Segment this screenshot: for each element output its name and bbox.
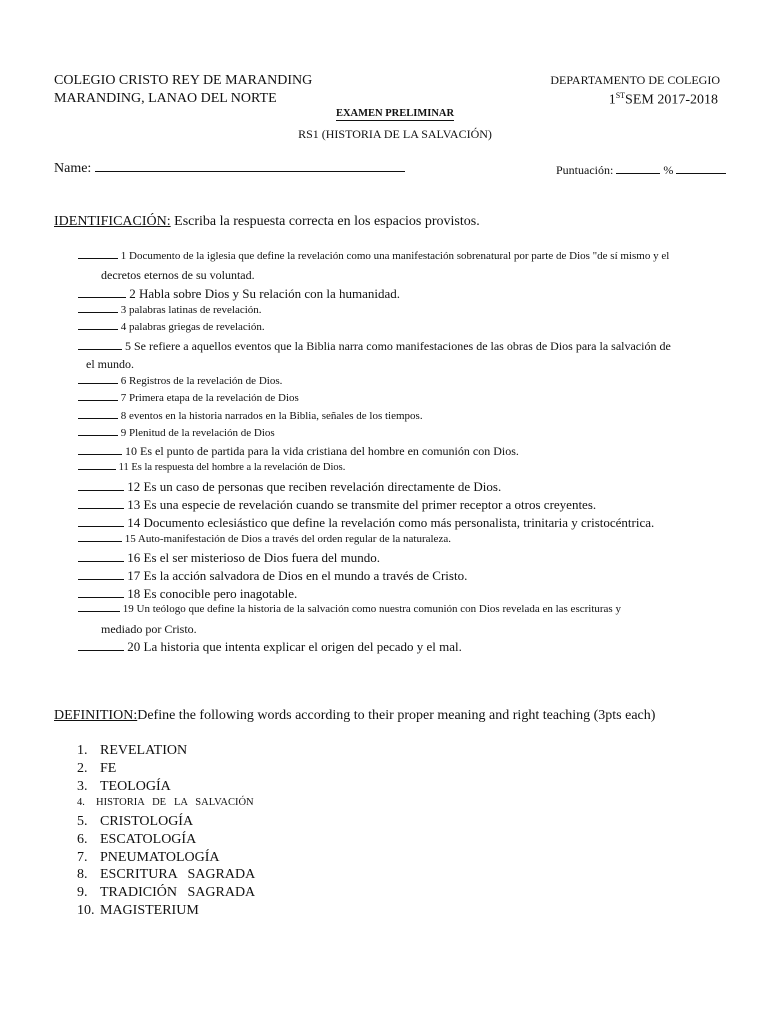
item-text: 17 Es la acción salvadora de Dios en el mundo a través de Cristo. <box>127 568 468 583</box>
percent-blank[interactable] <box>676 172 726 174</box>
answer-blank[interactable] <box>78 434 118 436</box>
answer-blank[interactable] <box>78 578 124 580</box>
school-name: COLEGIO CRISTO REY DE MARANDING <box>54 73 313 88</box>
item-text: 9 Plenitud de la revelación de Dios <box>120 427 275 439</box>
answer-blank[interactable] <box>78 348 122 350</box>
score-blank[interactable] <box>616 172 660 174</box>
list-item <box>77 797 254 808</box>
item-text: 7 Primera etapa de la revelación de Dios <box>120 392 299 404</box>
list-item <box>77 761 116 777</box>
item-text: PNEUMATOLOGÍA <box>100 850 220 865</box>
item-text: ESCATOLOGÍA <box>100 832 197 847</box>
item-text: ESCRITURA SAGRADA <box>100 867 256 882</box>
item-text: REVELATION <box>100 743 188 758</box>
list-item <box>77 885 255 901</box>
item-text: TEOLOGÍA <box>100 779 171 794</box>
semester <box>609 91 718 109</box>
list-item <box>78 444 519 459</box>
list-item <box>78 250 669 262</box>
list-item <box>78 304 262 316</box>
list-item <box>78 568 467 584</box>
list-item <box>78 321 265 333</box>
item-text: 11 Es la respuesta del hombre a la revelación de Dios. <box>118 462 346 473</box>
exam-subject: RS1 (HISTORIA DE LA SALVACIÓN) <box>298 127 492 141</box>
item-text: 16 Es el ser misterioso de Dios fuera del mundo. <box>127 550 380 565</box>
exam-title <box>0 108 768 119</box>
item-number: 4. <box>77 797 85 808</box>
item-text: MAGISTERIUM <box>100 903 199 918</box>
list-item <box>77 779 171 795</box>
item-text: 6 Registros de la revelación de Dios. <box>120 375 283 387</box>
department-name: DEPARTAMENTO DE COLEGIO <box>550 73 720 87</box>
item-number: 9. <box>77 885 88 900</box>
list-item <box>78 586 297 602</box>
answer-blank[interactable] <box>78 596 124 598</box>
list-item <box>78 427 275 439</box>
identification-instruction: Escriba la respuesta correcta en los espacios provistos. <box>170 214 480 229</box>
list-item <box>77 903 199 919</box>
item-number: 8. <box>77 867 88 882</box>
list-item <box>77 867 255 883</box>
item-text: 18 Es conocible pero inagotable. <box>127 586 298 601</box>
item-number: 1. <box>77 743 88 758</box>
item-text: FE <box>100 761 117 776</box>
item-text: 10 Es el punto de partida para la vida cristiana del hombre en comunión con Dios. <box>125 444 519 458</box>
exam-title-text: EXAMEN PRELIMINAR <box>335 108 455 119</box>
list-item <box>78 392 299 404</box>
item-text: 15 Auto-manifestación de Dios a través del orden regular de la naturaleza. <box>124 533 451 545</box>
item-text: TRADICIÓN SAGRADA <box>100 885 256 900</box>
item-text: 14 Documento eclesiástico que define la revelación como más personalista, trinitaria y cristocéntrica. <box>127 515 655 530</box>
answer-blank[interactable] <box>78 649 124 651</box>
answer-blank[interactable] <box>78 417 118 419</box>
name-label: Name: <box>54 161 95 176</box>
score-label: Puntuación: <box>556 163 617 177</box>
list-item <box>78 603 621 615</box>
answer-blank[interactable] <box>78 257 118 259</box>
item-number: 5. <box>77 814 88 829</box>
item-continuation: decretos eternos de su voluntad. <box>101 268 255 282</box>
name-blank[interactable] <box>95 170 405 172</box>
semester-year: SEM 2017-2018 <box>625 92 718 108</box>
answer-blank[interactable] <box>78 525 124 527</box>
item-number: 7. <box>77 850 88 865</box>
school-address: MARANDING, LANAO DEL NORTE <box>54 91 277 106</box>
list-item <box>78 410 423 422</box>
item-text: 12 Es un caso de personas que reciben revelación directamente de Dios. <box>127 479 502 494</box>
list-item <box>77 850 220 866</box>
answer-blank[interactable] <box>78 610 120 612</box>
answer-blank[interactable] <box>78 540 122 542</box>
definition-instruction: Define the following words according to their proper meaning and right teaching (3pts each) <box>137 708 656 723</box>
item-text: HISTORIA DE LA SALVACIÓN <box>96 797 254 808</box>
item-text: 1 Documento de la iglesia que define la revelación como una manifestación sobrenatural por parte de Dios "de sí mismo y el <box>120 250 670 262</box>
answer-blank[interactable] <box>78 453 122 455</box>
list-item <box>77 814 193 830</box>
definition-heading: DEFINITION: <box>54 708 138 723</box>
item-number: 3. <box>77 779 88 794</box>
list-item <box>78 550 380 566</box>
percent-sign: % <box>660 163 677 177</box>
answer-blank[interactable] <box>78 328 118 330</box>
item-text: 5 Se refiere a aquellos eventos que la Biblia narra como manifestaciones de las obras de Dios para la salvación de <box>125 339 671 353</box>
item-text: 3 palabras latinas de revelación. <box>120 304 262 316</box>
item-continuation: el mundo. <box>86 357 134 371</box>
item-text: 19 Un teólogo que define la historia de la salvación como nuestra comunión con Dios revelada en las escrituras y <box>122 603 621 615</box>
answer-blank[interactable] <box>78 382 118 384</box>
item-number: 2. <box>77 761 88 776</box>
score-field <box>556 163 726 178</box>
list-item <box>78 339 671 354</box>
list-item <box>77 743 187 759</box>
item-text: 20 La historia que intenta explicar el origen del pecado y el mal. <box>127 639 462 654</box>
list-item <box>78 639 462 655</box>
list-item <box>78 515 654 531</box>
answer-blank[interactable] <box>78 507 124 509</box>
identification-section-title <box>54 214 480 230</box>
name-field <box>54 161 405 177</box>
semester-superscript: ST <box>615 91 626 100</box>
answer-blank[interactable] <box>78 399 118 401</box>
item-text: 13 Es una especie de revelación cuando se transmite del primer receptor a otros creyentes. <box>127 497 597 512</box>
item-number: 6. <box>77 832 88 847</box>
answer-blank[interactable] <box>78 560 124 562</box>
item-text: 2 Habla sobre Dios y Su relación con la humanidad. <box>129 286 401 301</box>
item-number: 10. <box>77 903 95 918</box>
list-item <box>78 497 596 513</box>
item-continuation: mediado por Cristo. <box>101 622 197 636</box>
answer-blank[interactable] <box>78 489 124 491</box>
list-item <box>78 462 345 473</box>
answer-blank[interactable] <box>78 311 118 313</box>
definition-section-title <box>54 708 655 724</box>
answer-blank[interactable] <box>78 468 116 470</box>
identification-heading: IDENTIFICACIÓN: <box>54 214 171 229</box>
list-item <box>78 533 451 545</box>
list-item <box>77 832 196 848</box>
list-item <box>78 479 501 495</box>
list-item <box>78 286 400 302</box>
item-text: 8 eventos en la historia narrados en la Biblia, señales de los tiempos. <box>120 410 423 422</box>
semester-number: 1 <box>608 92 616 108</box>
answer-blank[interactable] <box>78 296 126 298</box>
item-text: CRISTOLOGÍA <box>100 814 194 829</box>
item-text: 4 palabras griegas de revelación. <box>120 321 265 333</box>
list-item <box>78 375 282 387</box>
